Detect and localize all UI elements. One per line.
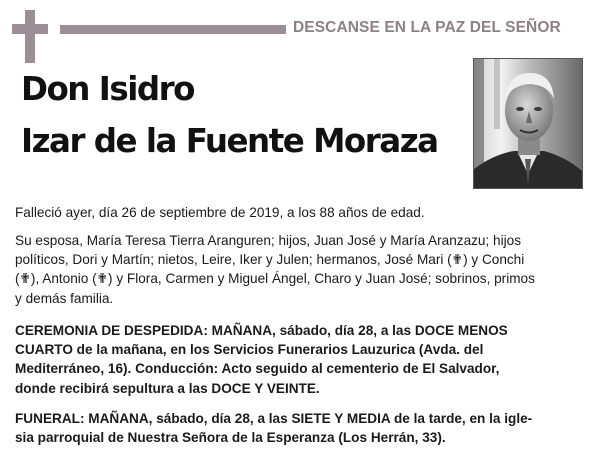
- text-line: políticos, Dori y Martín; nietos, Leire, Iker y Julen; hermanos, José Mari (✟) y Conchi: [15, 252, 525, 268]
- text-line: Su esposa, María Teresa Tierra Aranguren; hijos, Juan José y María Aranzazu; hijos: [15, 233, 522, 248]
- text-line: Mediterráneo, 16). Conducción: Acto seguido al cementerio de El Salvador,: [15, 361, 500, 377]
- text-line: y demás familia.: [15, 290, 114, 306]
- text-line: sia parroquial de Nuestra Señora de la Esperanza (Los Herrán, 33).: [15, 430, 446, 446]
- funeral-paragraph: [15, 409, 585, 447]
- portrait-photo: [473, 58, 583, 189]
- deceased-name-line-1: Don Isidro: [21, 70, 194, 108]
- family-paragraph: [15, 231, 585, 308]
- text-line: CUARTO de la mañana, en los Servicios Funerarios Lauzurica (Avda. del: [15, 342, 484, 358]
- text-line: Falleció ayer, día 26 de septiembre de 2019, a los 88 años de edad.: [15, 205, 425, 220]
- header-divider: [60, 25, 286, 34]
- text-line: (✟), Antonio (✟) y Flora, Carmen y Miguel Ángel, Charo y Juan José; sobrinos, primos: [15, 271, 535, 287]
- deceased-name-line-2: Izar de la Fuente Moraza: [21, 122, 438, 160]
- text-line: CEREMONIA DE DESPEDIDA: MAÑANA, sábado, día 28, a las DOCE MENOS: [15, 323, 508, 338]
- ceremony-paragraph: [15, 321, 585, 398]
- text-line: donde recibirá sepultura a las DOCE Y VEINTE.: [15, 380, 320, 396]
- page-heading: DESCANSE EN LA PAZ DEL SEÑOR: [293, 19, 561, 36]
- text-line: FUNERAL: MAÑANA, sábado, día 28, a las SIETE Y MEDIA de la tarde, en la igle-: [15, 411, 533, 426]
- death-notice-paragraph: [15, 203, 585, 222]
- cross-icon: [12, 10, 48, 63]
